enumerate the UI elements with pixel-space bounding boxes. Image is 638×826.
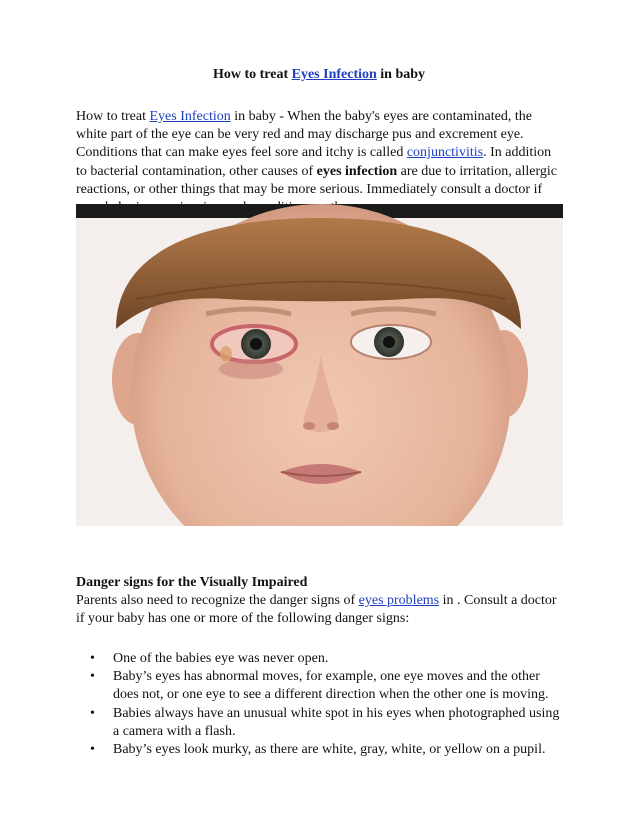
danger-text-2: in . Consult a doctor if your baby has one or more of the following danger signs: [76,593,557,627]
list-item-text: Baby’s eyes look murky, as there are white, gray, white, or yellow on a pupil. [113,742,546,758]
intro-text-3: . In addition to bacterial contamination, other causes of [76,145,552,179]
danger-text-1: Parents also need to recognize the danger signs of [76,593,359,608]
intro-paragraph [76,108,564,217]
bullet-icon: • [90,669,95,685]
page-title [0,66,638,84]
intro-link-eyes-infection[interactable]: Eyes Infection [149,109,231,124]
bullet-icon: • [90,651,95,666]
intro-text-1: How to treat [76,109,150,124]
danger-signs-list [76,650,564,759]
child-face-illustration [76,204,563,526]
list-item [76,650,564,668]
intro-text-2: in baby - When the baby's eyes are contaminated, the white part of the eye can be very red and may discharge pus and excrement eye. Conditions that can make eyes feel sore and itchy is called [76,109,532,161]
danger-paragraph [76,592,564,628]
list-item [76,668,564,704]
intro-text-4: are due to irritation, allergic reactions, or other things that may be more serious. Immediately consult a doctor if [76,163,558,197]
bullet-icon: • [90,705,95,721]
title-prefix: How to treat [212,67,292,82]
intro-link-conjunctivitis[interactable]: conjunctivitis [406,145,484,161]
intro-bold-eyes-infection: eyes infection [316,163,398,179]
bullet-icon: • [90,742,95,758]
list-item-text: Baby’s eyes has abnormal moves, for example, one eye moves and the other does not, or one eye to see a different direction when the other one is moving. [113,669,549,703]
title-link-eyes-infection[interactable]: Eyes Infection [291,67,377,82]
list-item-text: Babies always have an unusual white spot in his eyes when photographed using a camera with a flash. [113,705,560,739]
title-suffix: in baby [376,67,426,82]
danger-signs-heading: Danger signs for the Visually Impaired [76,575,308,590]
child-eye-photo [76,204,563,526]
list-item [76,741,564,759]
list-item-text: One of the babies eye was never open. [113,651,329,666]
danger-link-eyes-problems[interactable]: eyes problems [358,593,440,608]
list-item [76,705,564,741]
